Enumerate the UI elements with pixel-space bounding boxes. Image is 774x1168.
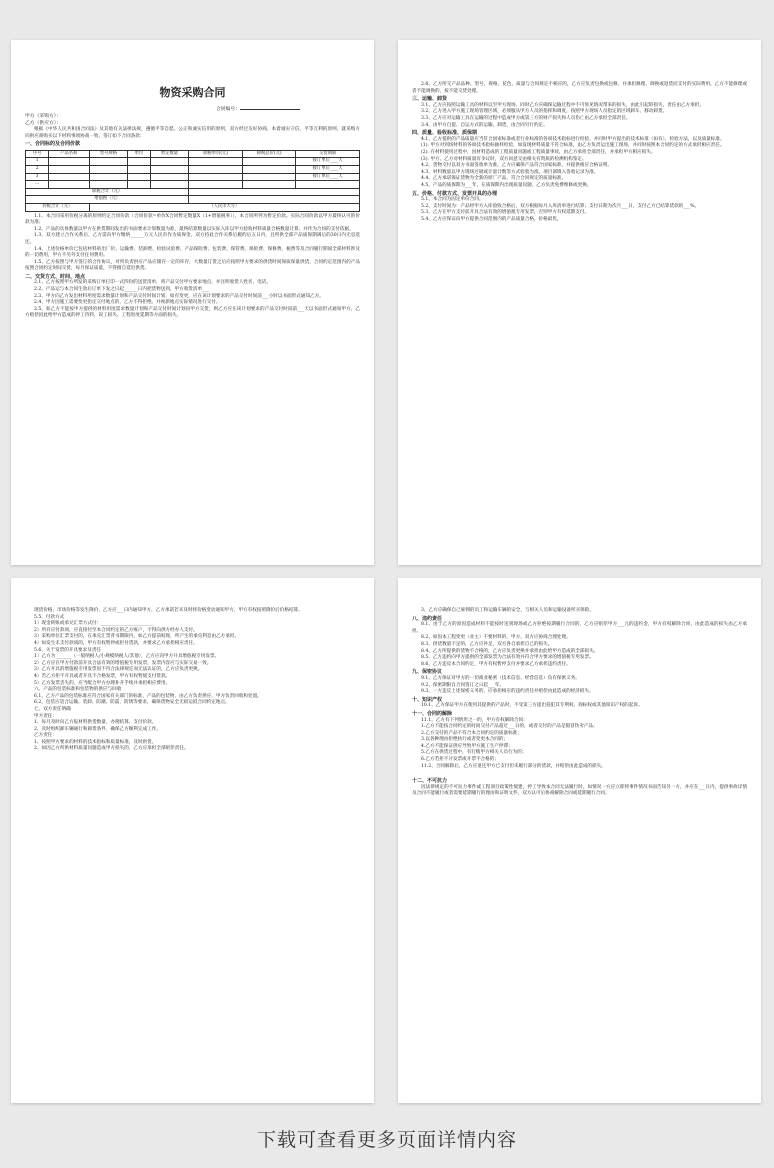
paragraph: 10.1、乙方保证甲方在使用其提供的产品时，不受第三方提出侵犯其专利权、商标权或其他知识产权的起诉。 xyxy=(421,703,643,709)
paragraph: 6.乙方若拒不开发票或开票不合格的； xyxy=(421,757,499,763)
paragraph: 8.4、乙方所提供的货物不合格的，乙方应负责更换并承担由此给甲方造成的全部损失。 xyxy=(421,648,599,654)
price-table-body xyxy=(26,158,360,188)
table-cell xyxy=(242,158,296,166)
section-12-clauses xyxy=(412,785,747,798)
section-3-heading: 三、运输、卸货 xyxy=(412,96,448,103)
paragraph: 2、及时组织卸车辆通行和卸货条件，确保乙方顺利完成工作。 xyxy=(34,726,161,732)
paragraph: 5.3、乙方在甲方支付前开具合法有效的增值税专用发票，否则甲方有权延期支付。 xyxy=(421,210,590,216)
table-cell xyxy=(128,173,150,181)
table-cell: 1 xyxy=(26,158,49,166)
section-8-clauses xyxy=(412,622,747,668)
paragraph: 11.2、合同解除后，乙方应退还甲方已支付但未履行部分的货款，并赔偿由此造成的损失。 xyxy=(421,763,606,769)
section-5-clauses xyxy=(412,197,747,223)
table-header-cell: 序号 xyxy=(26,150,49,158)
party-a xyxy=(25,113,360,120)
paragraph: 2.乙方交付的产品不符合本合同约定的质量标准； xyxy=(421,730,522,736)
paragraph: 3）乙方开具的增值税专用发票因不符合法律规定而无法认证的，乙方应负责更换。 xyxy=(34,667,203,673)
paragraph: 2.3、甲方向乙方发出材料用度需求数量计划和产品交付时间计划，如有变更，应在该计划要求的产品交付时间前___小时以书面形式通知乙方。 xyxy=(34,293,324,299)
page-3-content xyxy=(25,608,360,753)
paragraph: 8.5、乙方违约向甲方提供的全部发票为合法有效并符合甲方要求的增值税专用发票。 xyxy=(421,655,594,661)
paragraph: 1.3、双方建立合作关系后，乙方需向甲方缴纳______万元人民币作为质保金，双方持此合作关系后履约后五日内，且所供全部产品质保期满后的30日内无息返还。 xyxy=(25,233,360,245)
table-cell xyxy=(242,173,296,181)
table-cell xyxy=(49,165,89,173)
paragraph: 2、如因乙方所供材料质量问题造成甲方损失的，乙方应承担全部赔偿责任。 xyxy=(34,746,189,752)
section-2-clauses xyxy=(25,280,360,320)
table-cell: 接订单后____天 xyxy=(296,173,360,181)
party-a-label: 甲方（采购方）： xyxy=(25,114,61,119)
paragraph: 3.4、由甲方自提、自运方式的运输、卸货，由合同另行约定。 xyxy=(421,122,548,128)
paragraph: 2.4、甲方因施工需要变更指定交付地点的，乙方不得拒绝。并视新地点实际情况进行交付。 xyxy=(34,300,221,306)
paragraph: 8.6、乙方违反本合同约定，甲方有权暂停支付并要求乙方承担违约责任。 xyxy=(421,661,571,667)
paragraph: 4.2、货物交付以双方书面签收单为准，乙方应确保产品符合国家标准，并提供相应合格证明。 xyxy=(421,163,613,169)
paragraph: 4.5、产品的质保期为___年，在质保期内出现质量问题，乙方负责免费维修或更换。 xyxy=(421,182,592,188)
paragraph: 5）乙方发票丢失的，应当配合甲方办理补开手续并承担相应费用。 xyxy=(34,680,171,686)
paragraph: 4.4、乙方承诺保证货物为全新的原厂产品，符合合同规定的质量标准。 xyxy=(421,176,567,182)
paragraph: (2). 在材料使用过程中，因材料造成的工程质量问题或工程质量事故，由乙方承担全部责任，并承担甲方相应损失。 xyxy=(421,149,656,155)
price-table xyxy=(25,150,360,212)
section-4-clauses xyxy=(412,137,747,190)
paragraph: 因法律规定的不可抗力事件或工程项目政策性缓建，停工导致本合同无法履行时，如情况一方应立即将事件情况书面告知另一方，并应在___日内，提供事故详情及合同不能履行或者需要延期履行的理由和证明文件，双方认可后协商解除合同或延期履行合同。 xyxy=(412,784,747,797)
paragraph: 乙方责任： xyxy=(34,733,57,739)
paragraph: 六、产品的包装标准和包装物的供应与回收 xyxy=(34,687,122,693)
paragraph: 1）乙方为_______（一般纳税人/小规模纳税人/其他），乙方应向甲方开具增值税专用发票。 xyxy=(34,654,220,660)
paragraph: 2.2、产品运与本合同生效后订单下发之日起______日内把货物送到，甲方收货清单___ xyxy=(34,287,209,293)
section-10-clauses xyxy=(412,703,747,710)
table-header-cell: 除税单价(元) xyxy=(189,150,243,158)
section-5-heading: 五、价格、付款方式、发票开具的办理 xyxy=(412,190,498,197)
table-row xyxy=(26,173,360,181)
paragraph: 1.1、本合同采用价税分离的原则约定合同价款（合同价款=单价X合同暂定数量X（1+增值税率）），本合同所列为暂定价款。实际合同价款以甲方最终认可的价款为准； xyxy=(25,213,360,226)
paragraph: 6.2、包装应适合运输、装卸、防潮、防震、防锈等要求，确保货物安全无损运抵合同约定地点。 xyxy=(34,700,230,706)
paragraph: 3、乙方应确保自己雇佣的员工和运输车辆的安全，与相关人员和运输设备所买保险。 xyxy=(421,608,594,613)
paragraph: 8.2、如因本工程变更（业主）不要材料的，甲方、双方应协商合理处理。 xyxy=(421,635,571,641)
paragraph: 1.4、上述价格单价已包括材料的出厂价、运输费、装卸费、检验试验费、产品保险费、包装费、保管费、保险费、保修费、税费等及合同履行期间全部材料涉及的一切费用，甲方不另外支付任何费用。 xyxy=(25,246,360,259)
document-page-2 xyxy=(398,40,761,565)
section-1-heading: 一、合同标的及合同价款 xyxy=(25,141,81,148)
table-row xyxy=(26,188,360,196)
section-12-heading: 十二、不可抗力 xyxy=(412,778,448,785)
total-incl-tax-label: 价税合计（元） xyxy=(26,203,90,211)
table-row xyxy=(26,203,360,211)
paragraph: 11.1、乙方有下列情形之一的，甲方有权解除合同： xyxy=(421,717,528,723)
paragraph: 1.2、产品的具体数量以甲方在供货期间发出的书面要求计划数量为准，最终结算数量以实际入库以甲方验收材料质量合格数量计算，并作为合同的支付依据。 xyxy=(34,226,354,232)
paragraph: 5.5、付款方式 xyxy=(34,614,65,620)
paragraph: 1）现金转账或承兑汇票方式付：_______________________ xyxy=(34,621,155,627)
party-b-label: 乙方（供应方）： xyxy=(25,121,61,126)
page-4-intro xyxy=(412,608,747,615)
table-cell: 接订单后____天 xyxy=(296,165,360,173)
section-10-heading: 十、知识产权 xyxy=(412,696,443,703)
table-cell xyxy=(189,158,243,166)
table-header-cell: 交货期限 xyxy=(296,150,360,158)
paragraph: 4.1、乙方提供的产品质量应当符合国家标准或者行业标准的各项技术指标进行检验，并同时甲方提出的技术标准（如有）、检验方法，以及质量标准。 xyxy=(421,136,725,142)
table-cell xyxy=(49,181,89,189)
table-cell xyxy=(150,165,189,173)
paragraph: (3). 甲方、乙方对材料质量有争议时，双方同意交由相关有资质的检测机构鉴定。 xyxy=(421,156,587,162)
table-cell: ... xyxy=(26,181,49,189)
paragraph: 9.1、乙方保证对甲方的一切商业秘密（技术信息、经营信息）负有保密义务。 xyxy=(421,675,580,681)
document-page-1 xyxy=(11,40,374,565)
table-cell xyxy=(49,173,89,181)
paragraph: 8.1、由于乙方的原因造成材料不能按时送到现场或乙方拒绝按期履行合同的，乙方应赔偿甲方___元的违约金，甲方有权解除合同，由此造成的损失由乙方承担。 xyxy=(412,622,747,634)
document-title: 物资采购合同 xyxy=(159,86,226,99)
table-cell xyxy=(242,181,296,189)
table-cell: 接订单后____天 xyxy=(296,158,360,166)
section-4-heading: 四、质量、验收标准、质保期 xyxy=(412,130,478,137)
paragraph: 1.5、乙方按照与甲方签订的合作协议，对所负责供应产品应储存一定的库存，大数量订货之后应按照甲方要求的供货时间保质保量供货，合同约定范围内的产品按照合同约定时间交货，每月保证质量，不得擅自延迟供货。 xyxy=(25,259,360,272)
table-cell xyxy=(128,181,150,189)
paragraph: 6.1、乙方产品的包装标准应符合国家有关部门的标准，产品的包装物，由乙方负责供应，甲方负责回收和处置。 xyxy=(34,693,262,699)
table-cell xyxy=(128,158,150,166)
table-cell xyxy=(150,158,189,166)
paragraph: 2.6、乙方所交产品品种、型号、规格、花色、质量与合同规定不相应的，乙方应负责包换或包修，并承担修理、调换或退货而支付的实际费用。乙方不能修理或者不能调换的，按不能交货处理。 xyxy=(412,82,747,94)
paragraph: 4.乙方不能保证供应导致甲方施工生产停滞； xyxy=(421,743,513,749)
total-ex-tax-cell xyxy=(189,188,360,196)
preamble: 根据《中华人民共和国合同法》及其他有关法律法规，遵循平等自愿、公正和诚实信用的原则，双方经过友好协商，本着诚实守信、平等互利的原则，就采购方向供应商购买以下材料事项协商一致，签订如下合同条款： xyxy=(25,127,360,139)
table-cell: 2 xyxy=(26,165,49,173)
amount-upper-label: （人民币大写） xyxy=(89,203,359,211)
section-11-clauses xyxy=(412,718,747,771)
paragraph: 1.乙方不能按合同约定的时间交付产品超过___日的，或者交付的产品是假冒伪劣产品； xyxy=(421,724,598,730)
paragraph: 3.3、乙方应对运输工具在运输的过程中造成甲方或第三方的财产损失和人员伤亡由乙方承担全部责任。 xyxy=(421,115,631,121)
table-header-cell: 型号规格 xyxy=(89,150,128,158)
table-cell xyxy=(150,173,189,181)
contract-number xyxy=(25,104,360,113)
paragraph: 5.2、支付时间为：产品经甲方入库验收合格后，双方根据每月入库清单进行结算；支付日期为次月___日，支付乙方已结算货款的___%。 xyxy=(421,203,700,209)
download-more-caption: 下载可查看更多页面详情内容 xyxy=(256,1129,517,1151)
paragraph: 5.4、乙方应保证向甲方提供合同范围内的产品质量合格，价格最优。 xyxy=(421,216,562,222)
paragraph: 2）所有应付款项，应直接付至本合同约定的乙方账户，不得向供方经办人支付。 xyxy=(34,627,198,633)
paragraph: 5.1、本合同为固定单价合同。 xyxy=(421,197,484,203)
table-header-cell: 单位 xyxy=(128,150,150,158)
paragraph: 3.以各种理由拒绝执行或者变更本合同的； xyxy=(421,737,509,743)
table-row xyxy=(26,196,360,204)
tax-amount-label: 增值税（元） xyxy=(26,196,189,204)
table-header-cell: 暂定数量 xyxy=(150,150,189,158)
table-cell xyxy=(150,181,189,189)
table-row xyxy=(26,165,360,173)
paragraph: 2.1、乙方按照甲方所发的采购订单打印一式四份的送货清单，将产品交付甲方要求地点，并注明收货人姓名、电话。 xyxy=(34,280,271,286)
section-3-clauses xyxy=(412,103,747,129)
table-cell xyxy=(89,158,128,166)
paragraph: 3.2、乙方进入甲方施工现场管理区域，必须服从甲方人员的指挥和调度，按照甲方现场人员指定的区域卸车、移动卸货。 xyxy=(421,109,668,115)
table-cell xyxy=(89,165,128,173)
paragraph: 七、双方责任明确 xyxy=(34,706,71,712)
section-2-heading: 二、交货方式、时间、地点 xyxy=(25,273,86,280)
paragraph: 4）如发生未支付款项的，甲方有权暂停或拒付货款，并要求乙方承担相应责任。 xyxy=(34,640,198,646)
page-2-intro xyxy=(412,82,747,95)
table-cell xyxy=(242,165,296,173)
paragraph: 4.3、材料数量以甲方现场过磅或计量计数等方式验收为准。项目部填入签收记录为准。 xyxy=(421,169,599,175)
table-row xyxy=(26,158,360,166)
table-header-cell: 产品名称 xyxy=(49,150,89,158)
table-header-cell: 除税总价(元) xyxy=(242,150,296,158)
party-b xyxy=(25,120,360,127)
paragraph: 4）若乙方拒不开具或者开具不合格发票，甲方有权暂缓支付货款。 xyxy=(34,673,171,679)
paragraph: (1). 甲方对到场材料的各项技术指标抽样检验，如发现材料质量不符合标准，由乙方负责运出施工现场，并同时按照本合同约定的方式承担相应责任。 xyxy=(421,143,725,149)
paragraph: 3）采购单位汇票支付的，在承兑汇票背书期限内，如乙方提前贴现，所产生的承兑利息由乙方承担。 xyxy=(34,634,240,640)
paragraph: 1、每月及时向乙方报材料供货数量、办理结算、支付价款。 xyxy=(34,720,157,726)
paragraph: 甲方责任： xyxy=(34,713,57,719)
section-9-clauses xyxy=(412,676,747,696)
document-page-4 xyxy=(398,578,761,1103)
contract-number-blank xyxy=(240,104,300,110)
paragraph: 9.3、一方违反上述保密义务的，应承担相应的违约责任并赔偿由此造成的经济损失。 xyxy=(421,689,594,695)
table-cell xyxy=(189,165,243,173)
paragraph: 2）乙方应在甲方付款前开具合法有效的增值税专用发票，发票内容应与实际交易一致。 xyxy=(34,660,212,666)
paragraph: 5.6、关于发票的开具要求及责任 xyxy=(34,647,102,653)
paragraph: 9.2、保密期限自合同签订之日起___年。 xyxy=(421,682,505,688)
section-11-heading: 十一、合同的解除 xyxy=(412,710,453,717)
table-cell: 3 xyxy=(26,173,49,181)
table-cell xyxy=(296,181,360,189)
table-cell xyxy=(49,158,89,166)
total-ex-tax-label: 除税合计（元） xyxy=(26,188,189,196)
paragraph: 1、按照甲方要求的材料的技术指标和质量标准，及时供货。 xyxy=(34,739,157,745)
tax-amount-cell xyxy=(189,196,360,204)
table-row xyxy=(26,181,360,189)
table-cell xyxy=(89,181,128,189)
paragraph: 2.5、如乙方不能按甲方提供的材料用度需求数量计划和产品交付时间计划向甲方交货，则乙方应在该计划要求的产品交付时间前___天以书面形式通知甲方，乙方赔偿因此给甲方造成的停工待料、误工损失、工程进度延期等方面的损失。 xyxy=(25,306,360,319)
table-cell xyxy=(189,181,243,189)
section-1-clauses xyxy=(25,214,360,273)
paragraph: 8.3、供货数量不足的，乙方应补足，双方各自承担自己的损失。 xyxy=(421,641,553,647)
table-cell xyxy=(189,173,243,181)
contract-number-label: 合同编号： xyxy=(216,107,240,112)
document-page-3 xyxy=(11,578,374,1103)
paragraph: 5.乙方在供货过程中，有行贿甲方相关人员行为的； xyxy=(421,750,527,756)
paragraph: 现货价格、市场价格等发生降价，乙方应___日内通知甲方，乙方承诺若未及时将价格变动通知甲方，甲方有权按照降价后价格结算。 xyxy=(34,608,303,613)
paragraph: 3.1、乙方应按照运输工具的材料以至甲方现场，同时乙方应确保运输过程中不可预见情况带来的损失，由此引起的损失，责任由乙方承担。 xyxy=(421,102,704,108)
section-9-heading: 九、保密协议 xyxy=(412,669,443,676)
table-cell xyxy=(89,173,128,181)
section-8-heading: 八、违约责任 xyxy=(412,615,443,622)
price-table-header xyxy=(26,150,360,158)
table-cell xyxy=(128,165,150,173)
